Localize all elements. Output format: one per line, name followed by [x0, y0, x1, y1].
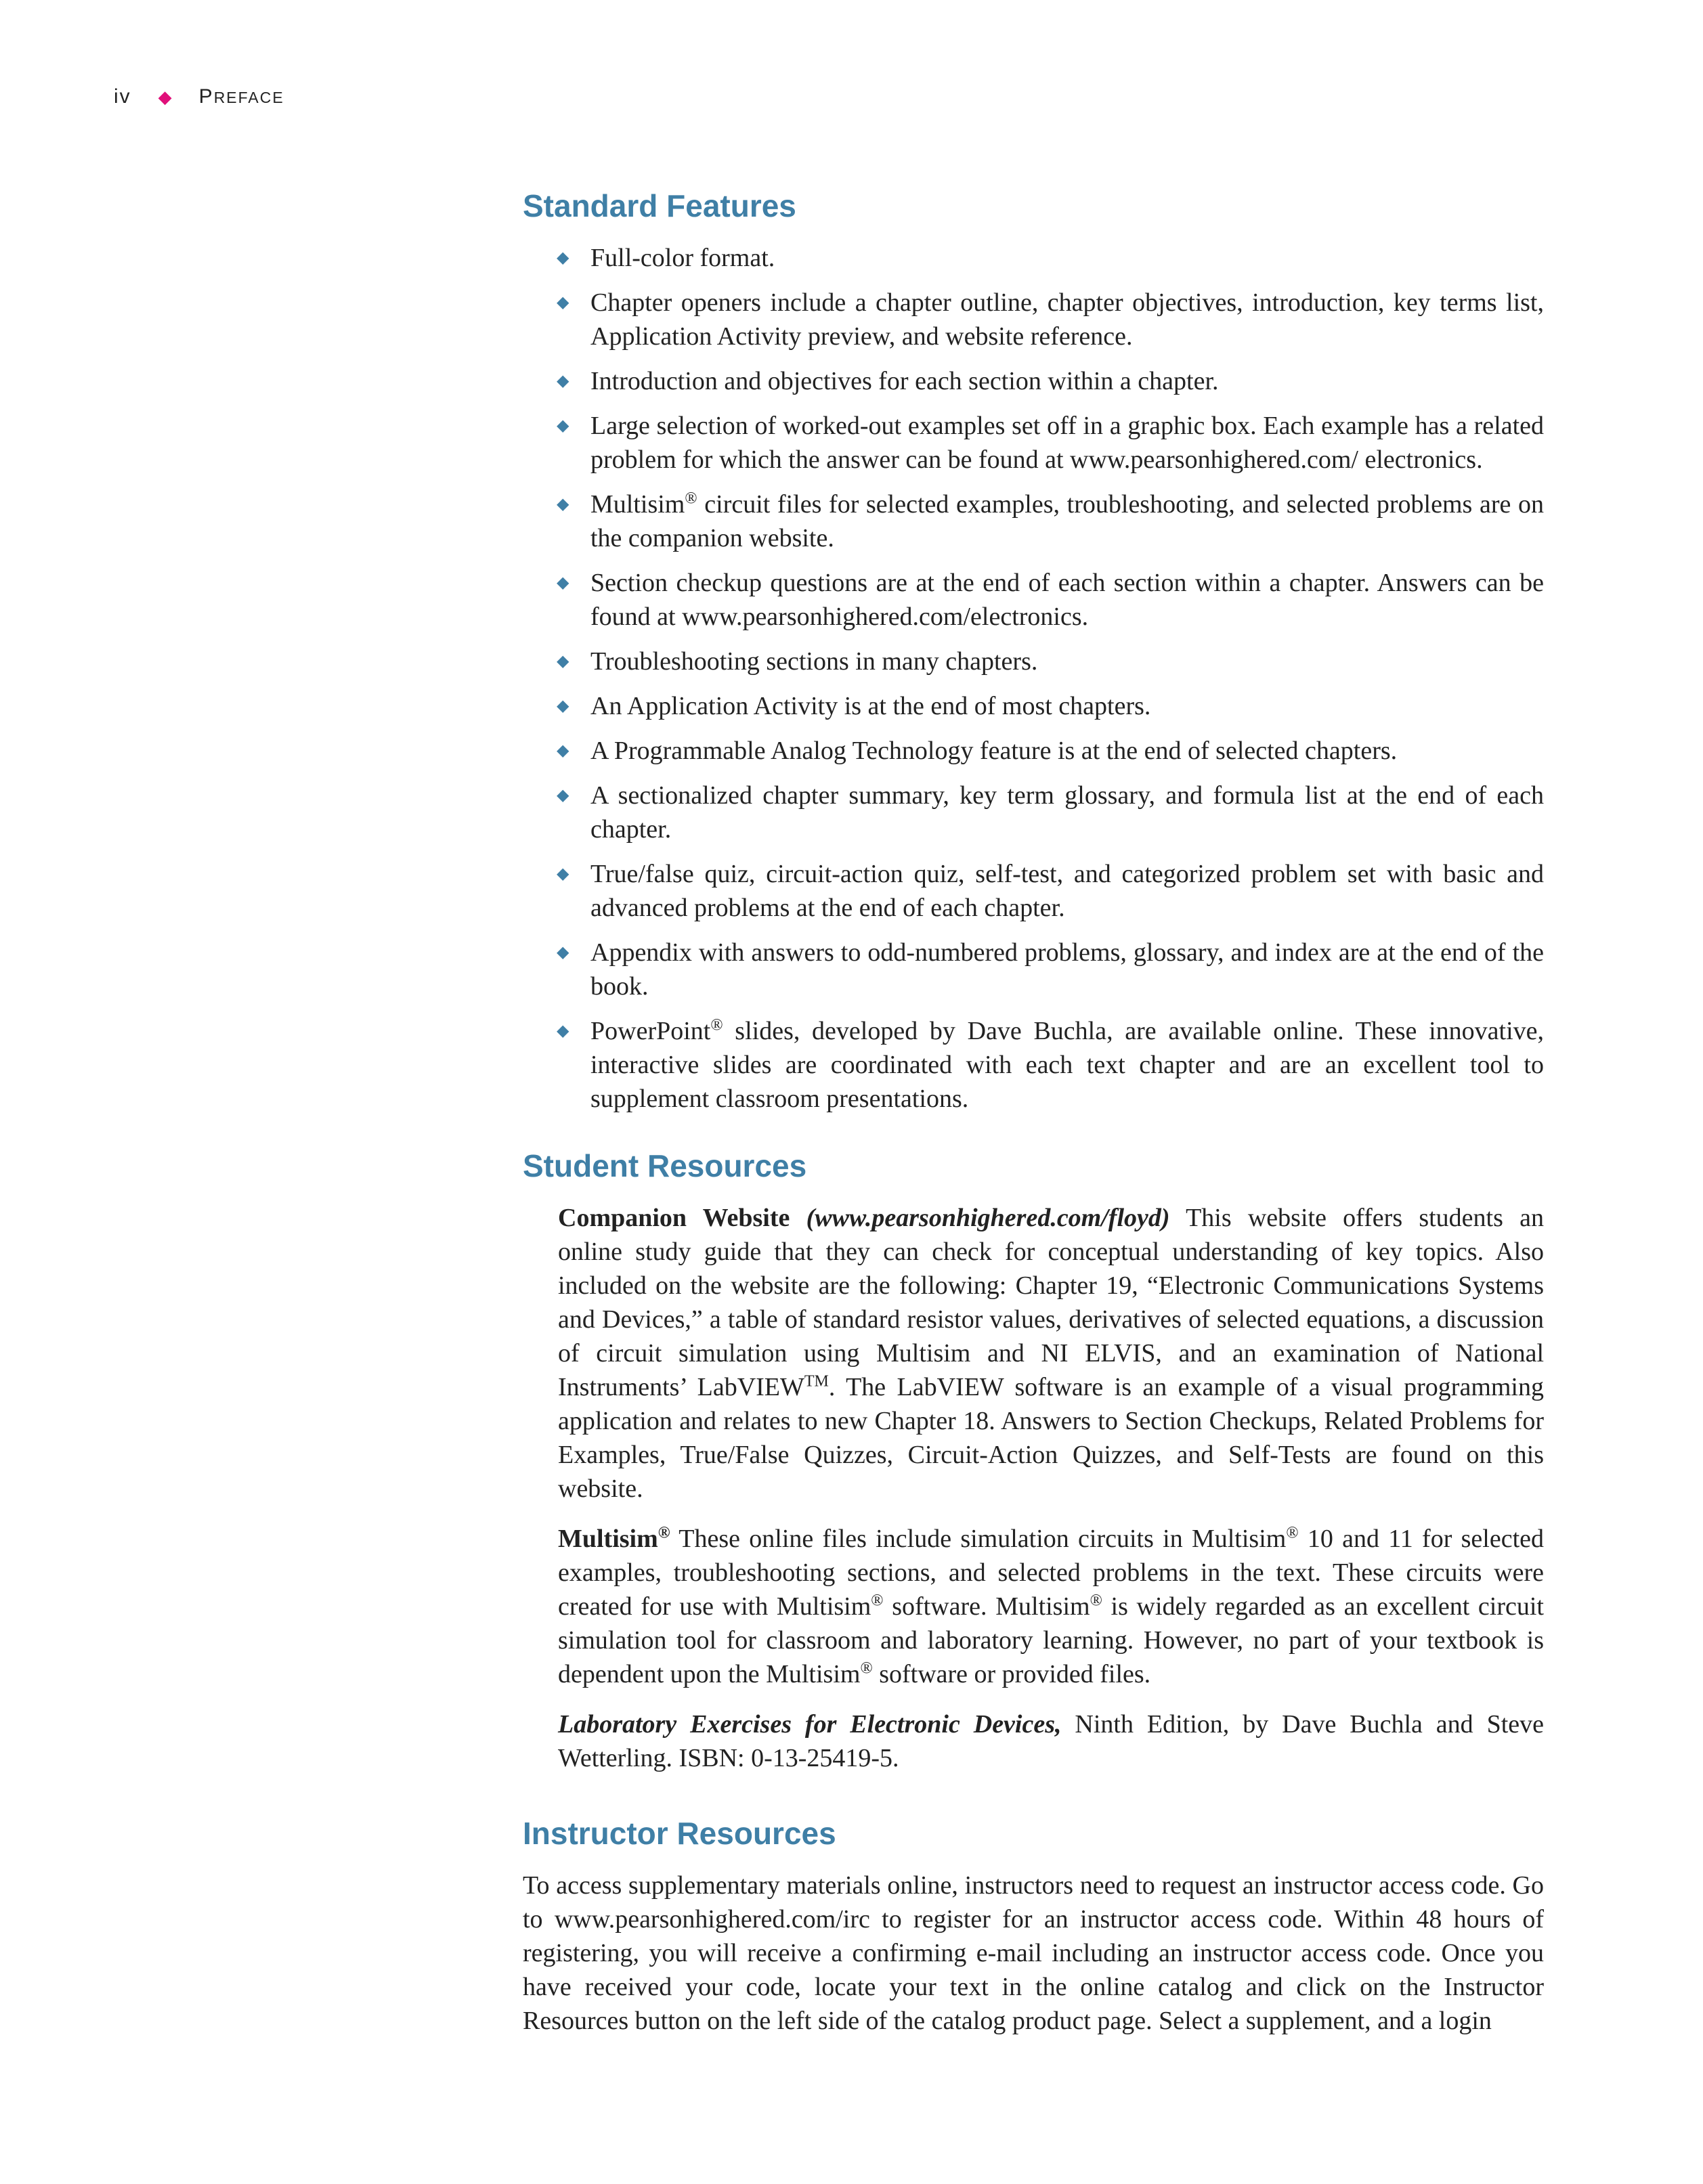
list-item: ◆ A Programmable Analog Technology feature is at the end of selected chapters.	[590, 734, 1544, 768]
running-head	[114, 85, 284, 108]
page-content	[523, 184, 1544, 2038]
diamond-bullet-icon: ◆	[557, 294, 569, 311]
lab-exercises-paragraph: Laboratory Exercises for Electronic Devices, Ninth Edition, by Dave Buchla and Steve Wetterling. ISBN: 0-13-25419-5.	[558, 1710, 1544, 1772]
diamond-bullet-icon: ◆	[557, 653, 569, 670]
list-item: ◆ Troubleshooting sections in many chapters.	[590, 645, 1544, 678]
diamond-bullet-icon: ◆	[557, 372, 569, 390]
list-item: ◆ PowerPoint® slides, developed by Dave Buchla, are available online. These innovative, interactive slides are coordinated with each text chapter and are an excellent tool to supplement classroom presentations.	[590, 1014, 1544, 1116]
diamond-bullet-icon: ◆	[557, 697, 569, 715]
list-item: ◆ Chapter openers include a chapter outline, chapter objectives, introduction, key terms list, Application Activity preview, and website reference.	[590, 286, 1544, 353]
multisim-paragraph: Multisim® These online files include simulation circuits in Multisim® 10 and 11 for selected examples, troubleshooting sections, and selected problems in the text. These circuits were created for use with Multisim® software. Multisim® is widely regarded as an excellent circuit simulation tool for classroom and laboratory learning. However, no part of your textbook is dependent upon the Multisim® software or provided files.	[558, 1524, 1544, 1688]
standard-features-heading: Standard Features	[523, 188, 796, 223]
diamond-bullet-icon: ◆	[557, 574, 569, 592]
diamond-bullet-icon: ◆	[557, 417, 569, 435]
standard-features-list	[523, 241, 1544, 1116]
companion-website-paragraph: Companion Website (www.pearsonhighered.com/floyd) This website offers students an online study guide that they can check for conceptual understanding of key topics. Also included on the website are the following: Chapter 19, “Electronic Communications Systems and Devices,” a table of standard resistor values, derivatives of selected equations, a discussion of circuit simulation using Multisim and NI ELVIS, and an examination of National Instruments’ LabVIEW™. The LabVIEW software is an example of a visual programming application and relates to new Chapter 18. Answers to Section Checkups, Related Problems for Examples, True/False Quizzes, Circuit-Action Quizzes, and Self-Tests are found on this website.	[558, 1204, 1544, 1503]
list-item: ◆ An Application Activity is at the end of most chapters.	[590, 689, 1544, 723]
list-item: ◆ Appendix with answers to odd-numbered problems, glossary, and index are at the end of the book.	[590, 936, 1544, 1003]
list-item: ◆ Large selection of worked-out examples set off in a graphic box. Each example has a related problem for which the answer can be found at www.pearsonhighered.com/ electronics.	[590, 409, 1544, 477]
instructor-resources-paragraph: To access supplementary materials online, instructors need to request an instructor access code. Go to www.pearsonhighered.com/irc to register for an instructor access code. Within 48 hours of registering, you will receive a confirming e-mail including an instructor access code. Once you have received your code, locate your text in the online catalog and click on the Instructor Resources button on the left side of the catalog product page. Select a supplement, and a login	[523, 1871, 1544, 2035]
list-item: ◆ Introduction and objectives for each section within a chapter.	[590, 364, 1544, 398]
diamond-bullet-icon: ◆	[557, 944, 569, 961]
diamond-bullet-icon: ◆	[557, 787, 569, 804]
list-item: ◆ A sectionalized chapter summary, key term glossary, and formula list at the end of each chapter.	[590, 779, 1544, 846]
list-item: ◆ Full-color format.	[590, 241, 1544, 275]
diamond-bullet-icon: ◆	[557, 496, 569, 513]
list-item: ◆ Multisim® circuit files for selected examples, troubleshooting, and selected problems are on the companion website.	[590, 487, 1544, 555]
list-item: ◆ True/false quiz, circuit-action quiz, self-test, and categorized problem set with basic and advanced problems at the end of each chapter.	[590, 857, 1544, 925]
student-resources-heading: Student Resources	[523, 1148, 807, 1183]
diamond-bullet-icon: ◆	[557, 742, 569, 760]
running-head-title: PREFACE	[198, 85, 284, 108]
list-item: ◆ Section checkup questions are at the end of each section within a chapter. Answers can be found at www.pearsonhighered.com/electronics.	[590, 566, 1544, 634]
diamond-bullet-icon: ◆	[557, 1022, 569, 1040]
diamond-bullet-icon: ◆	[158, 86, 173, 107]
instructor-resources-heading: Instructor Resources	[523, 1816, 836, 1851]
diamond-bullet-icon: ◆	[557, 249, 569, 267]
page-number: iv	[114, 85, 131, 108]
diamond-bullet-icon: ◆	[557, 865, 569, 883]
